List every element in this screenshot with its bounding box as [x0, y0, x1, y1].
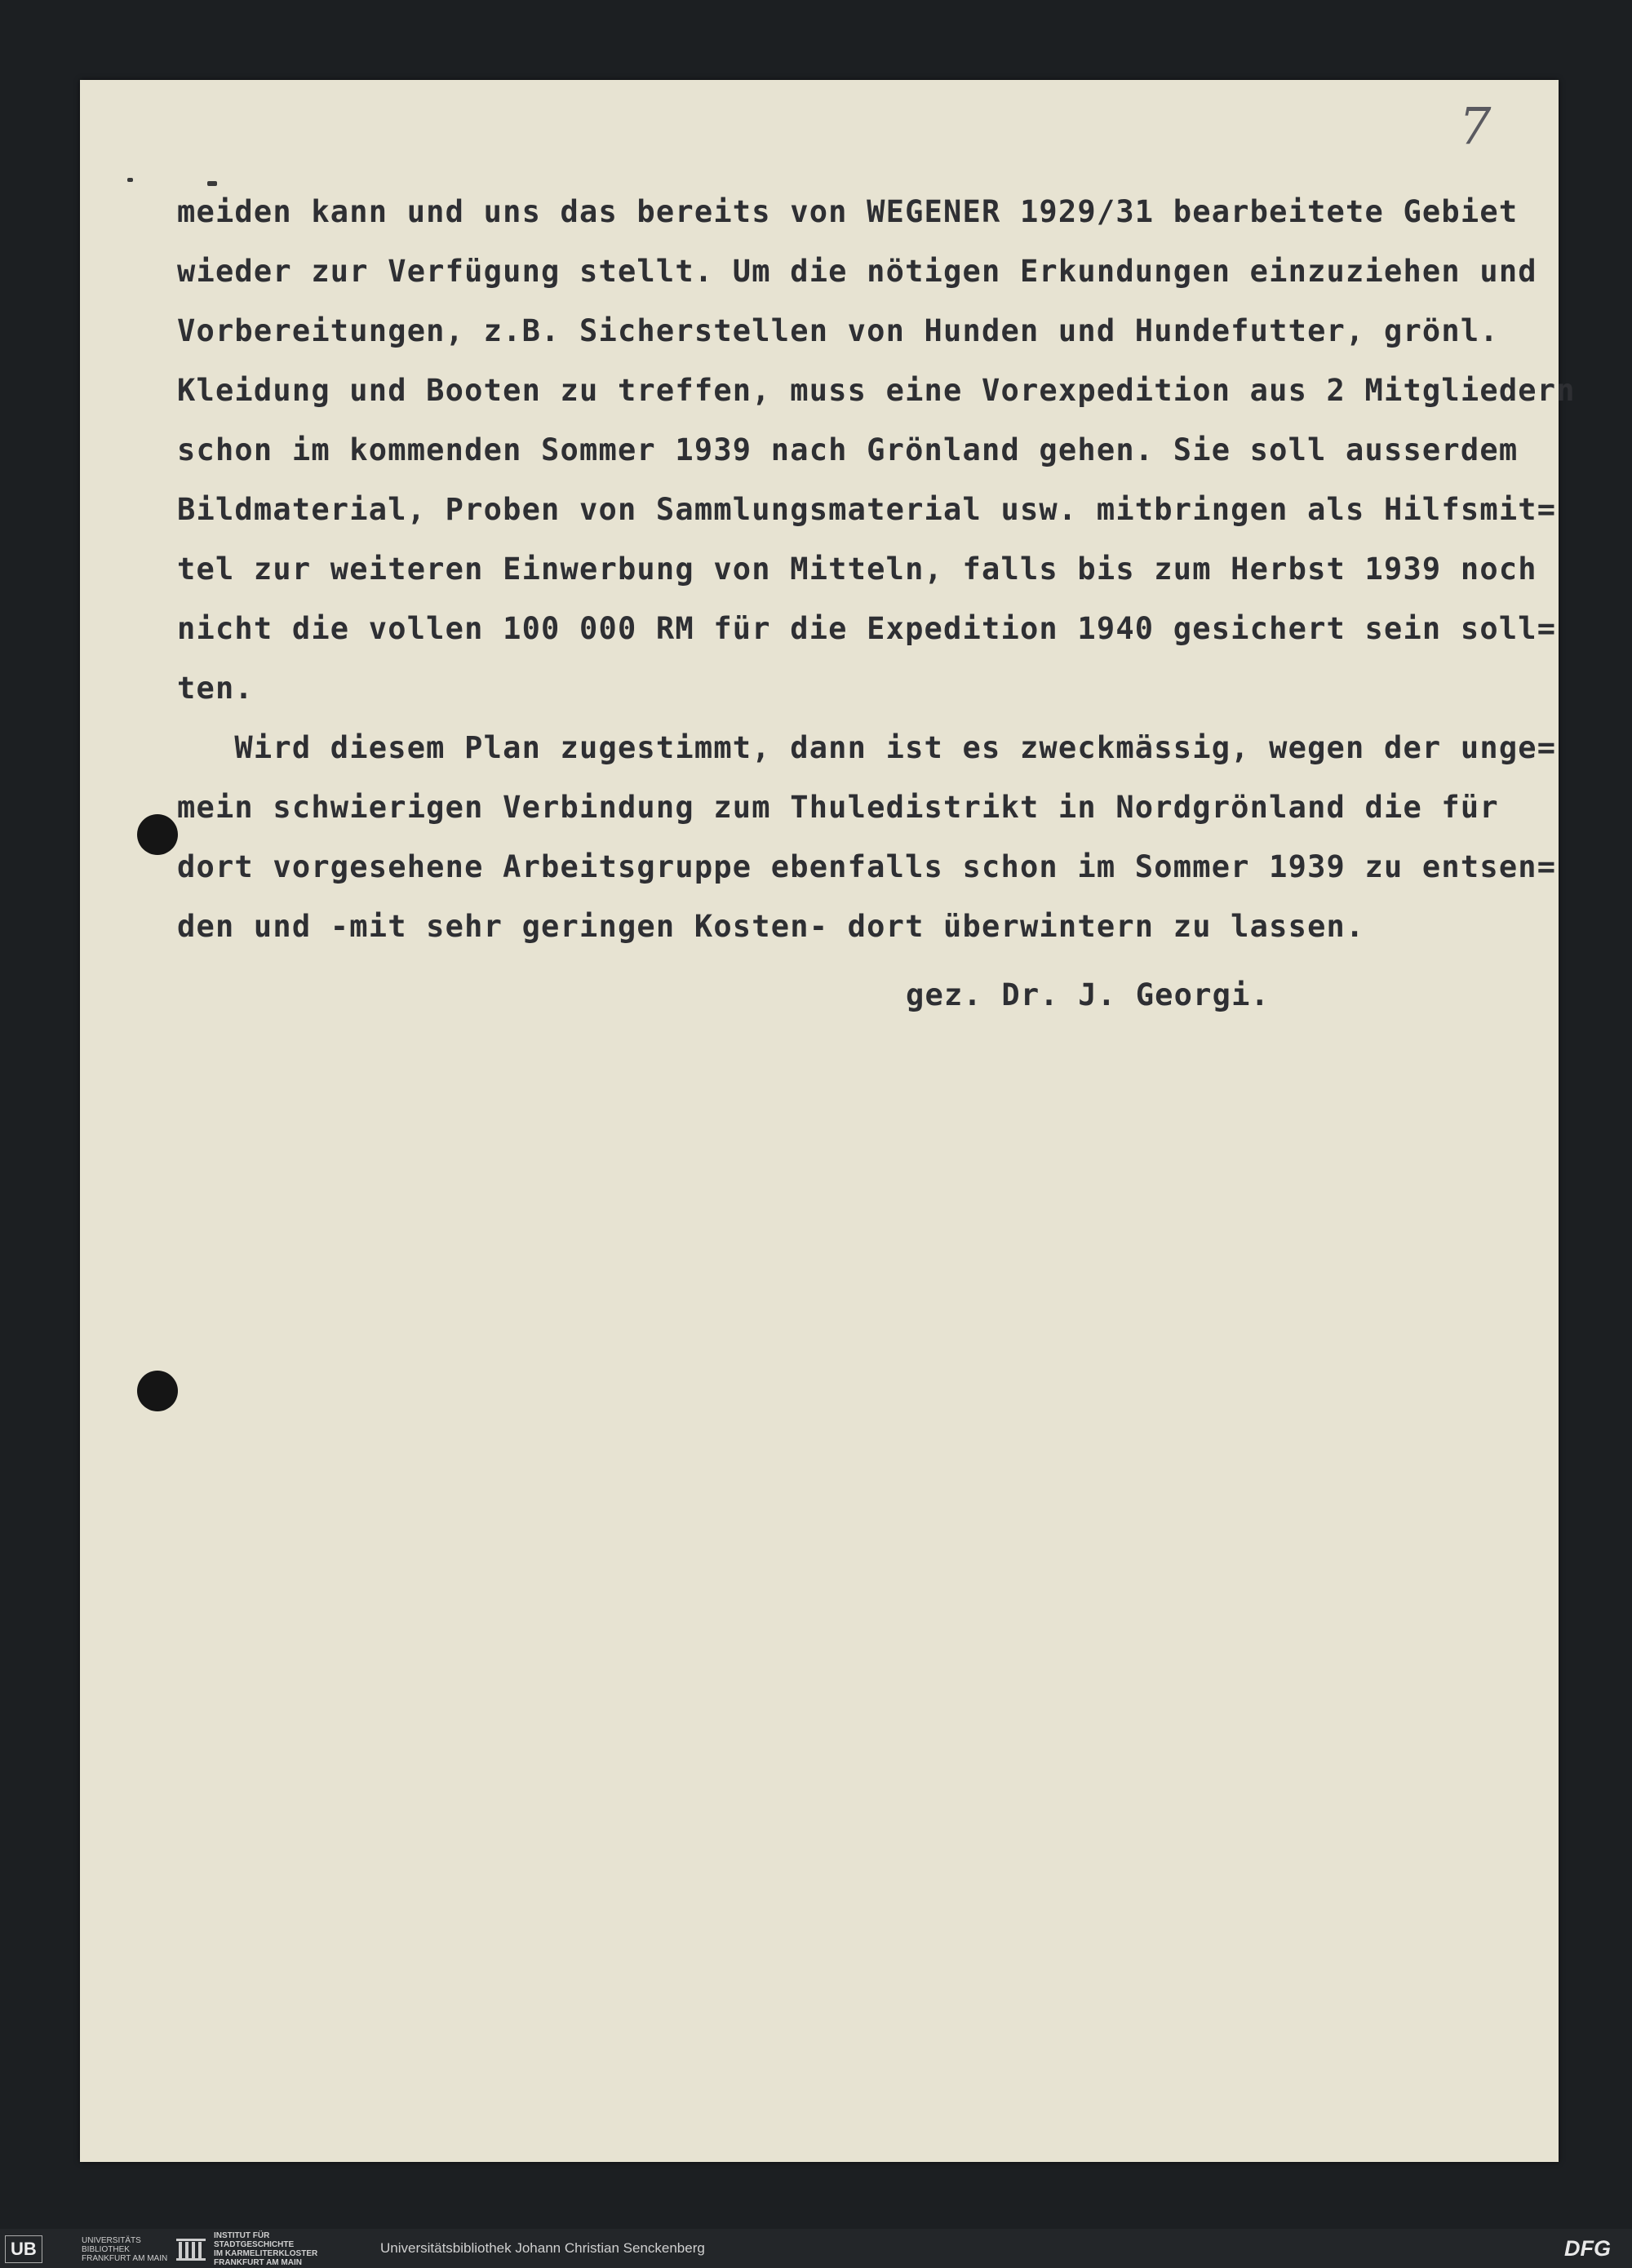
- ink-speck: [127, 178, 133, 182]
- text-line: Kleidung und Booten zu treffen, muss eine Vorexpedition aus 2 Mitgliedern: [177, 373, 1576, 408]
- text-line: den und -mit sehr geringen Kosten- dort überwintern zu lassen.: [177, 909, 1365, 944]
- page-number: 7: [1459, 96, 1492, 156]
- text-line: schon im kommenden Sommer 1939 nach Grönland gehen. Sie soll ausserdem: [177, 432, 1519, 467]
- text-line: mein schwierigen Verbindung zum Thuledistrikt in Nordgrönland die für: [177, 790, 1499, 825]
- text-line: Wird diesem Plan zugestimmt, dann ist es zweckmässig, wegen der unge=: [177, 730, 1557, 765]
- text-line: Vorbereitungen, z.B. Sicherstellen von Hunden und Hundefutter, grönl.: [177, 313, 1499, 348]
- signature: gez. Dr. J. Georgi.: [906, 977, 1271, 1012]
- punch-hole: [137, 814, 178, 855]
- isg-logo-text: INSTITUT FÜR STADTGESCHICHTE IM KARMELITERKLOSTER FRANKFURT AM MAIN: [214, 2231, 318, 2267]
- dfg-logo: DFG: [1564, 2236, 1611, 2261]
- punch-hole: [137, 1371, 178, 1411]
- text-line: Bildmaterial, Proben von Sammlungsmaterial usw. mitbringen als Hilfsmit=: [177, 492, 1557, 527]
- ink-speck: [207, 181, 217, 186]
- text-line: ten.: [177, 671, 254, 706]
- footer-bar: [0, 2229, 1632, 2268]
- text-line: wieder zur Verfügung stellt. Um die nötigen Erkundungen einzuziehen und: [177, 254, 1537, 289]
- library-name: Universitätsbibliothek Johann Christian Senckenberg: [380, 2240, 705, 2256]
- text-line: tel zur weiteren Einwerbung von Mitteln, falls bis zum Herbst 1939 noch: [177, 551, 1537, 587]
- text-line: dort vorgesehene Arbeitsgruppe ebenfalls schon im Sommer 1939 zu entsen=: [177, 849, 1557, 884]
- text-line: meiden kann und uns das bereits von WEGENER 1929/31 bearbeitete Gebiet: [177, 194, 1519, 229]
- ub-logo-text: UNIVERSITÄTS BIBLIOTHEK FRANKFURT AM MAIN: [82, 2236, 168, 2263]
- ub-logo: UB: [5, 2235, 42, 2263]
- text-line: nicht die vollen 100 000 RM für die Expedition 1940 gesichert sein soll=: [177, 611, 1557, 646]
- document-page: [80, 80, 1576, 2162]
- building-columns-icon: [175, 2235, 207, 2261]
